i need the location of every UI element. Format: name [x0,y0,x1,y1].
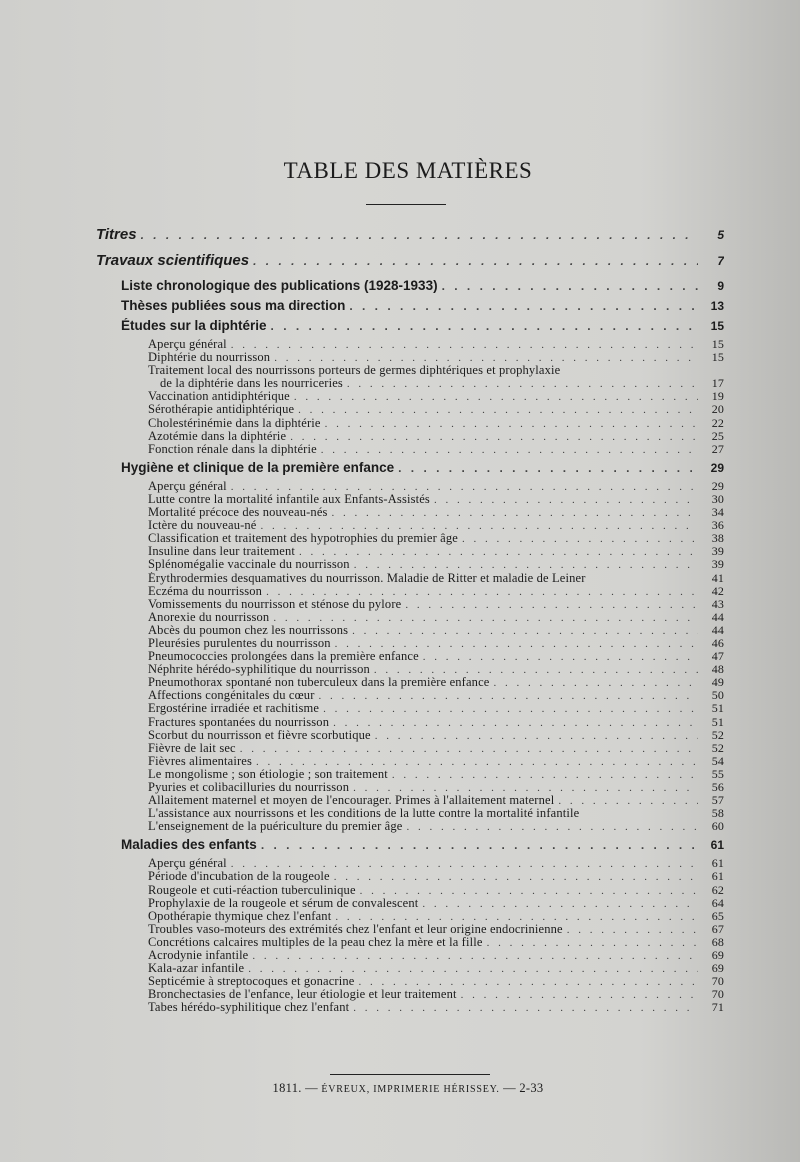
toc-entry-page: 36 [711,519,724,533]
toc-entry [96,532,724,545]
toc-entry-page: 15 [711,338,724,351]
toc-entry-title: Azotémie dans la diphtérie [148,429,287,443]
toc-entry [96,897,724,910]
toc-entry-title: Maladies des enfants [121,837,257,853]
toc-entry-page: 19 [711,390,724,404]
toc-entry-title: Splénomégalie vaccinale du nourrisson [148,558,350,572]
toc-entry [96,480,724,493]
toc-entry [96,403,724,416]
toc-leader-dots [493,677,698,689]
toc-entry-page: 7 [717,254,724,268]
toc-entry [96,884,724,897]
toc-leader-dots [334,871,698,883]
toc-entry [96,936,724,949]
toc-entry-title: Classification et traitement des hypotrophies du premier âge [148,532,458,546]
toc-leader-dots [252,950,698,962]
toc-leader-dots [321,444,698,456]
toc-leader-dots [461,989,698,1001]
toc-entry-page: 38 [711,532,724,546]
toc-entry-page: 17 [711,377,724,391]
toc-entry-page: 39 [711,558,724,572]
toc-entry-title: Études sur la diphtérie [121,318,267,333]
toc-leader-dots [434,494,698,506]
toc-entry-page: 51 [711,702,724,716]
toc-entry-page: 43 [711,597,724,611]
toc-entry-title: Période d'incubation de la rougeole [148,870,330,884]
toc-leader-dots [319,690,698,702]
toc-entry [96,716,724,729]
toc-entry [96,278,724,298]
toc-entry-page: 50 [711,689,724,703]
toc-leader-dots [375,730,698,742]
toc-entry-title: Érythrodermies desquamatives du nourrisson. Maladie de Ritter et maladie de Leiner [148,571,586,585]
toc-entry-title: Concrétions calcaires multiples de la peau chez la mère et la fille [148,935,483,949]
toc-entry [96,364,724,377]
toc-leader-dots [231,858,698,870]
toc-entry [96,702,724,715]
toc-entry-title: Anorexie du nourrisson [148,610,270,624]
toc-entry-page: 62 [711,883,724,897]
toc-entry-title: Allaitement maternel et moyen de l'encourager. Primes à l'allaitement maternel [148,794,555,808]
toc-entry-title: Le mongolisme ; son étiologie ; son traitement [148,767,388,781]
toc-entry-title: de la diphtérie dans les nourriceries [160,377,343,391]
toc-leader-dots [353,782,698,794]
toc-entry-page: 39 [711,545,724,559]
toc-entry-page: 25 [711,429,724,443]
toc-entry-title: Fonction rénale dans la diphtérie [148,442,317,456]
toc-leader-dots [274,352,698,364]
toc-entry-title: Eczéma du nourrisson [148,584,263,598]
toc-entry-page: 67 [711,922,724,936]
toc-entry-page: 61 [710,838,724,853]
toc-entry-title: Insuline dans leur traitement [148,545,296,559]
toc-entry [96,572,724,585]
toc-entry-title: Aperçu général [148,479,227,493]
toc-entry [96,585,724,598]
toc-leader-dots [358,976,698,988]
toc-entry-title: Kala-azar infantile [148,962,245,976]
toc-entry [96,807,724,820]
toc-entry-page: 15 [711,351,724,365]
toc-entry [96,837,724,857]
toc-entry-title: Prophylaxie de la rougeole et sérum de convalescent [148,896,419,910]
toc-entry [96,443,724,456]
toc-leader-dots [248,963,698,975]
toc-entry-title: Pyuries et colibacilluries du nourrisson [148,781,350,794]
toc-leader-dots [141,228,698,242]
toc-entry-page: 34 [711,506,724,520]
toc-entry-page: 61 [711,870,724,884]
toc-entry-title: Rougeole et cuti-réaction tuberculinique [148,883,356,897]
toc-entry-title: Vomissements du nourrisson et sténose du pylore [148,597,402,611]
footer-divider [330,1074,490,1075]
toc-entry [96,506,724,519]
toc-leader-dots [353,1002,698,1014]
toc-entry-page: 61 [711,857,724,871]
footer-number: 1811. — [272,1081,318,1095]
toc-entry [96,689,724,702]
toc-leader-dots [231,481,698,493]
toc-entry-page: 30 [711,492,724,506]
toc-leader-dots [374,664,698,676]
toc-entry-page: 69 [711,949,724,963]
toc-entry [96,949,724,962]
toc-leader-dots [360,885,698,897]
toc-entry-title: Bronchectasies de l'enfance, leur étiologie et leur traitement [148,988,457,1002]
toc-entry [96,781,724,794]
toc-entry [96,857,724,870]
toc-leader-dots [323,703,698,715]
toc-entry [96,910,724,923]
toc-entry-title: Septicémie à streptocoques et gonacrine [148,975,355,989]
toc-entry [96,794,724,807]
toc-entry [96,417,724,430]
toc-leader-dots [349,299,698,313]
toc-entry-title: Diphtérie du nourrisson [148,351,271,365]
toc-entry-title: Aperçu général [148,857,227,871]
toc-entry [96,545,724,558]
toc-leader-dots [298,404,698,416]
toc-entry-page: 47 [711,650,724,664]
toc-entry [96,663,724,676]
toc-entry [96,493,724,506]
toc-entry-title: Fièvres alimentaires [148,754,253,768]
toc-entry-title: L'assistance aux nourrissons et les conditions de la lutte contre la mortalité infantile [148,807,580,821]
toc-entry [96,226,724,252]
toc-entry-page: 42 [711,584,724,598]
toc-entry-title: Titres [96,226,137,243]
toc-leader-dots [335,911,698,923]
toc-entry-page: 44 [711,610,724,624]
table-of-contents [96,226,724,1015]
toc-entry-page: 49 [711,676,724,690]
toc-entry-title: Pleurésies purulentes du nourrisson [148,636,331,650]
toc-entry-title: Abcès du poumon chez les nourrissons [148,623,349,637]
toc-entry [96,820,724,833]
toc-leader-dots [442,279,698,293]
toc-entry-title: Hygiène et clinique de la première enfance [121,459,395,475]
toc-leader-dots [273,612,698,624]
toc-entry [96,598,724,611]
toc-leader-dots [462,533,698,545]
toc-leader-dots [332,507,698,519]
toc-entry-title: Acrodynie infantile [148,949,249,963]
toc-entry-page: 15 [710,319,724,333]
toc-entry-page: 46 [711,636,724,650]
toc-leader-dots [406,821,698,833]
toc-entry [96,962,724,975]
toc-entry-title: L'enseignement de la puériculture du premier âge [148,820,403,834]
page-title: TABLE DES MATIÈRES [283,158,533,183]
toc-entry-title: Ergostérine irradiée et rachitisme [148,702,320,716]
toc-entry [96,1001,724,1014]
toc-leader-dots [294,391,698,403]
toc-entry-page: 70 [711,988,724,1002]
toc-entry-page: 48 [711,663,724,677]
toc-entry [96,519,724,532]
toc-leader-dots [266,586,698,598]
footer-code: — 2-33 [503,1081,544,1095]
toc-entry [96,318,724,338]
toc-leader-dots [253,254,698,268]
toc-entry-page: 9 [717,279,724,293]
toc-entry-page: 52 [711,728,724,742]
toc-leader-dots [256,756,698,768]
toc-entry [96,351,724,364]
toc-entry-page: 44 [711,623,724,637]
toc-entry [96,390,724,403]
toc-entry-page: 70 [711,975,724,989]
toc-entry-title: Lutte contre la mortalité infantile aux Enfants-Assistés [148,492,430,506]
toc-entry [96,729,724,742]
toc-entry [96,460,724,480]
toc-entry-title: Liste chronologique des publications (1928-1933) [121,278,438,293]
toc-leader-dots [422,898,698,910]
toc-entry-page: 69 [711,962,724,976]
toc-entry-page: 71 [711,1001,724,1015]
toc-entry-page: 65 [711,909,724,923]
printer-footer [0,1081,800,1096]
toc-entry-page: 58 [711,807,724,821]
toc-entry-page: 27 [711,442,724,456]
toc-entry [96,975,724,988]
toc-entry-page: 56 [711,781,724,794]
toc-leader-dots [392,769,698,781]
toc-entry [96,988,724,1001]
toc-entry-title: Néphrite hérédo-syphilitique du nourrisson [148,663,370,677]
toc-entry-title: Aperçu général [148,338,227,351]
toc-leader-dots [352,625,698,637]
toc-entry-title: Troubles vaso-moteurs des extrémités chez l'enfant et leur origine endocrinienne [148,922,563,936]
toc-entry-title: Mortalité précoce des nouveau-nés [148,506,328,520]
toc-leader-dots [325,418,698,430]
footer-printer: ÉVREUX, IMPRIMERIE HÉRISSEY. [321,1084,500,1095]
toc-entry [96,298,724,318]
toc-entry-title: Traitement local des nourrissons porteurs de germes diphtériques et prophylaxie [148,364,561,378]
toc-leader-dots [231,339,698,351]
toc-entry-title: Affections congénitales du cœur [148,689,315,703]
toc-entry [96,624,724,637]
toc-entry-page: 20 [711,403,724,417]
toc-entry-title: Fièvre de lait sec [148,741,236,755]
toc-leader-dots [261,520,699,532]
toc-entry-title: Travaux scientifiques [96,252,250,269]
toc-entry-page: 41 [711,571,724,585]
toc-entry [96,650,724,663]
toc-entry-title: Vaccination antidiphtérique [148,390,290,404]
toc-leader-dots [423,651,698,663]
toc-leader-dots [558,795,698,807]
toc-entry-page: 22 [711,416,724,430]
toc-entry [96,923,724,936]
toc-leader-dots [405,599,698,611]
toc-entry-title: Ictère du nouveau-né [148,519,257,533]
toc-entry-page: 60 [711,820,724,834]
toc-entry-page: 57 [711,794,724,808]
toc-entry [96,768,724,781]
toc-entry [96,870,724,883]
toc-entry-title: Pneumococcies prolongées dans la première enfance [148,650,419,664]
toc-entry-title: Fractures spontanées du nourrisson [148,715,330,729]
toc-entry-page: 64 [711,896,724,910]
toc-entry-title: Cholestérinémie dans la diphtérie [148,416,321,430]
toc-leader-dots [567,924,698,936]
toc-entry [96,742,724,755]
toc-leader-dots [271,319,698,333]
title-divider [366,204,446,205]
toc-entry-page: 51 [711,715,724,729]
toc-entry [96,558,724,571]
toc-entry-title: Scorbut du nourrisson et fièvre scorbutique [148,728,371,742]
toc-leader-dots [335,638,698,650]
toc-entry [96,611,724,624]
toc-leader-dots [333,717,698,729]
toc-leader-dots [398,461,698,475]
toc-entry-page: 55 [711,767,724,781]
toc-entry [96,338,724,351]
toc-entry [96,755,724,768]
toc-leader-dots [354,559,698,571]
toc-entry [96,252,724,278]
toc-entry [96,377,724,390]
toc-entry-page: 5 [717,228,724,242]
toc-entry-title: Tabes hérédo-syphilitique chez l'enfant [148,1001,350,1015]
toc-leader-dots [487,937,698,949]
toc-entry-page: 68 [711,935,724,949]
toc-entry-title: Pneumothorax spontané non tuberculeux dans la première enfance [148,676,490,690]
toc-leader-dots [347,378,698,390]
toc-entry [96,676,724,689]
toc-entry-page: 13 [710,299,724,313]
toc-entry [96,430,724,443]
toc-entry-page: 29 [710,460,724,475]
toc-entry-page: 29 [711,479,724,493]
toc-entry-title: Opothérapie thymique chez l'enfant [148,909,332,923]
toc-entry-title: Thèses publiées sous ma direction [121,298,346,313]
toc-leader-dots [290,431,698,443]
toc-leader-dots [240,743,698,755]
toc-entry [96,637,724,650]
toc-entry-page: 52 [711,741,724,755]
toc-entry-page: 54 [711,754,724,768]
toc-leader-dots [299,546,698,558]
toc-entry-title: Sérothérapie antidiphtérique [148,403,295,417]
toc-leader-dots [261,838,698,852]
